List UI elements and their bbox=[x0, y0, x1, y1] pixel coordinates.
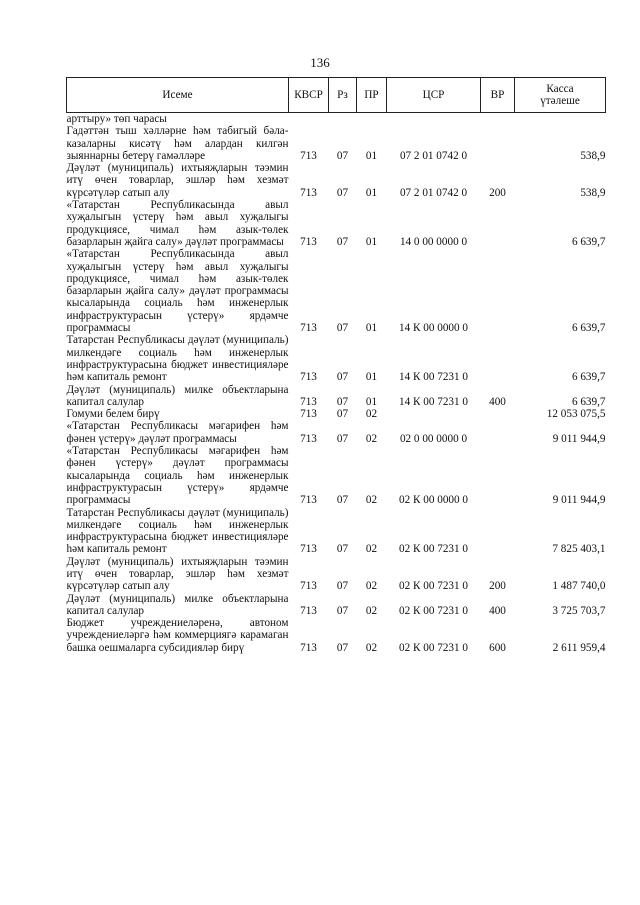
cell-rz: 07 bbox=[336, 543, 349, 556]
table-row bbox=[67, 593, 606, 618]
cell-amount: 1 487 740,0 bbox=[552, 580, 606, 593]
cell-rz: 07 bbox=[336, 494, 349, 507]
cell-kvsr: 713 bbox=[300, 604, 317, 617]
cell-kvsr: 713 bbox=[300, 186, 317, 199]
cell-vr bbox=[481, 408, 515, 420]
budget-table bbox=[66, 77, 606, 654]
cell-csr: 02 К 00 7231 0 bbox=[399, 641, 468, 654]
table-row bbox=[67, 507, 606, 556]
table-row bbox=[67, 384, 606, 409]
table-row bbox=[67, 125, 606, 162]
cell-pr: 02 bbox=[365, 543, 378, 556]
table-row bbox=[67, 248, 606, 334]
cell-name: Дәүләт (муниципаль) милке объектларына капитал салулар bbox=[66, 383, 289, 408]
cell-amount: 2 611 959,4 bbox=[552, 641, 606, 654]
cell-amount: 538,9 bbox=[580, 149, 606, 162]
col-header-rz: Рз bbox=[329, 78, 357, 113]
cell-rz: 07 bbox=[336, 395, 349, 408]
cell-csr: 14 К 00 7231 0 bbox=[399, 371, 468, 384]
cell-csr: 02 К 00 0000 0 bbox=[399, 494, 468, 507]
cell-kvsr: 713 bbox=[300, 580, 317, 593]
cell-amount: 9 011 944,9 bbox=[552, 432, 606, 445]
cell-amount: 6 639,7 bbox=[571, 235, 606, 248]
cell-vr bbox=[481, 199, 515, 248]
cell-rz: 07 bbox=[336, 322, 349, 335]
cell-pr: 02 bbox=[365, 641, 378, 654]
cell-kvsr: 713 bbox=[300, 149, 317, 162]
cell-amount: 6 639,7 bbox=[571, 371, 606, 384]
cell-pr: 02 bbox=[365, 408, 378, 421]
cell-name: Дәүләт (муниципаль) ихтыяҗларын тәэмин итү өчен товарлар, эшләр һәм хезмәт күрсәтүләр сатып алу bbox=[66, 555, 289, 593]
cell-rz: 07 bbox=[336, 408, 349, 421]
cell-csr: 07 2 01 0742 0 bbox=[399, 186, 468, 199]
cell-amount: 12 053 075,5 bbox=[546, 408, 606, 421]
table-row bbox=[67, 199, 606, 248]
cell-rz: 07 bbox=[336, 604, 349, 617]
cell-rz bbox=[329, 113, 357, 126]
cell-name: Татарстан Республикасы дәүләт (муниципаль) милкендәге социаль һәм инженерлык инфраструктурасына бюджет инвестицияләре һәм капиталь ремонт bbox=[66, 506, 289, 556]
cell-csr: 14 К 00 7231 0 bbox=[399, 395, 468, 408]
cell-name: «Татарстан Республикасында авыл хуҗалыгын үстерү һәм авыл хуҗалыгы продукциясе, чимал һәм азык-төлек базарларын җайга салу» дәүләт программасы кысаларында социаль һәм инженерлык инфраструктурасын үстерү» ярдәмче программасы bbox=[66, 248, 289, 335]
cell-pr: 01 bbox=[365, 186, 378, 199]
cell-pr: 02 bbox=[365, 494, 378, 507]
cell-kvsr: 713 bbox=[300, 322, 317, 335]
cell-amount: 9 011 944,9 bbox=[552, 494, 606, 507]
table-row bbox=[67, 408, 606, 420]
cell-csr: 14 0 00 0000 0 bbox=[399, 235, 468, 248]
cell-vr: 200 bbox=[489, 186, 506, 199]
cell-pr: 01 bbox=[365, 149, 378, 162]
table-row bbox=[67, 420, 606, 445]
cell-vr bbox=[481, 113, 515, 126]
cell-kvsr: 713 bbox=[300, 395, 317, 408]
cell-name: «Татарстан Республикасы мәгарифен һәм фәнен үстерү» дәүләт программасы кысаларында социаль һәм инженерлык инфраструктурасын үстерү» ярдәмче программасы bbox=[66, 445, 289, 507]
table-row bbox=[67, 334, 606, 383]
cell-csr: 02 К 00 7231 0 bbox=[399, 580, 468, 593]
cell-amount: 3 725 703,7 bbox=[552, 604, 606, 617]
cell-kvsr: 713 bbox=[300, 408, 317, 421]
cell-pr: 01 bbox=[365, 371, 378, 384]
col-header-pr: ПР bbox=[357, 78, 387, 113]
cell-vr: 400 bbox=[489, 604, 506, 617]
col-header-csr: ЦСР bbox=[387, 78, 481, 113]
cell-pr: 02 bbox=[365, 604, 378, 617]
page-number: 136 bbox=[310, 55, 330, 70]
cell-pr: 02 bbox=[365, 580, 378, 593]
col-header-amount-line1: Касса bbox=[546, 83, 574, 95]
cell-amount: 7 825 403,1 bbox=[552, 543, 606, 556]
cell-rz: 07 bbox=[336, 641, 349, 654]
cell-csr: 02 К 00 7231 0 bbox=[399, 543, 468, 556]
cell-name: Татарстан Республикасы дәүләт (муниципаль) милкендәге социаль һәм инженерлык инфраструктурасына бюджет инвестицияләре һәм капиталь ремонт bbox=[66, 334, 289, 384]
cell-pr: 01 bbox=[365, 395, 378, 408]
cell-rz: 07 bbox=[336, 149, 349, 162]
cell-rz: 07 bbox=[336, 580, 349, 593]
cell-csr: 02 К 00 7231 0 bbox=[399, 604, 468, 617]
col-header-vr: ВР bbox=[481, 78, 515, 113]
cell-name: Гадәттән тыш хәлләрне һәм табигый бәла-казаларны кисәтү һәм алардан килгән зыяннарны бетерү гамәлләре bbox=[66, 125, 289, 162]
cell-vr: 400 bbox=[489, 395, 506, 408]
table-row bbox=[67, 556, 606, 593]
cell-kvsr: 713 bbox=[300, 543, 317, 556]
cell-vr bbox=[481, 125, 515, 162]
table-row bbox=[67, 617, 606, 654]
cell-csr: 07 2 01 0742 0 bbox=[399, 149, 468, 162]
cell-name: Дәүләт (муниципаль) милке объектларына капитал салулар bbox=[66, 592, 289, 617]
cell-kvsr bbox=[289, 113, 329, 126]
cell-csr bbox=[387, 408, 481, 420]
table-row bbox=[67, 162, 606, 199]
cell-kvsr: 713 bbox=[300, 494, 317, 507]
cell-name: «Татарстан Республикасында авыл хуҗалыгын үстерү һәм авыл хуҗалыгы продукциясе, чимал һәм азык-төлек базарларын җайга салу» дәүләт программасы bbox=[66, 199, 289, 248]
cell-kvsr: 713 bbox=[300, 641, 317, 654]
cell-amount bbox=[515, 113, 606, 126]
cell-vr: 600 bbox=[489, 641, 506, 654]
table-body bbox=[67, 113, 606, 655]
cell-name: «Татарстан Республикасы мәгарифен һәм фәнен үстерү» дәүләт программасы bbox=[66, 420, 289, 445]
cell-rz: 07 bbox=[336, 371, 349, 384]
cell-pr: 01 bbox=[365, 322, 378, 335]
cell-name: Бюджет учреждениеләренә, автоном учреждениеләргә һәм коммерциягә карамаган башка оешмаларга субсидияләр бирү bbox=[66, 617, 289, 654]
col-header-amount bbox=[515, 78, 606, 113]
table-row bbox=[67, 445, 606, 506]
cell-vr bbox=[481, 507, 515, 556]
cell-pr bbox=[357, 113, 387, 126]
cell-vr bbox=[481, 420, 515, 445]
cell-vr bbox=[481, 445, 515, 506]
cell-rz: 07 bbox=[336, 432, 349, 445]
cell-csr: 02 0 00 0000 0 bbox=[399, 432, 468, 445]
cell-name: Дәүләт (муниципаль) ихтыяҗларын тәэмин итү өчен товарлар, эшләр һәм хезмәт күрсәтүләр сатып алу bbox=[66, 162, 289, 199]
cell-vr bbox=[481, 248, 515, 334]
cell-pr: 01 bbox=[365, 235, 378, 248]
cell-rz: 07 bbox=[336, 186, 349, 199]
col-header-amount-line2: үтәлеше bbox=[540, 95, 580, 107]
col-header-name: Исеме bbox=[67, 78, 289, 113]
cell-kvsr: 713 bbox=[300, 235, 317, 248]
table-header bbox=[67, 78, 606, 113]
cell-amount: 538,9 bbox=[580, 186, 606, 199]
cell-name: Гомуми белем бирү bbox=[66, 408, 160, 421]
cell-csr: 14 К 00 0000 0 bbox=[399, 322, 468, 335]
cell-kvsr: 713 bbox=[300, 432, 317, 445]
table-row bbox=[67, 113, 606, 126]
cell-pr: 02 bbox=[365, 432, 378, 445]
cell-vr: 200 bbox=[489, 580, 506, 593]
col-header-kvsr: КВСР bbox=[289, 78, 329, 113]
cell-kvsr: 713 bbox=[300, 371, 317, 384]
cell-rz: 07 bbox=[336, 235, 349, 248]
cell-name: арттыру» төп чарасы bbox=[66, 113, 167, 125]
cell-csr bbox=[387, 113, 481, 126]
cell-vr bbox=[481, 334, 515, 383]
cell-amount: 6 639,7 bbox=[571, 395, 606, 408]
cell-amount: 6 639,7 bbox=[571, 322, 606, 335]
